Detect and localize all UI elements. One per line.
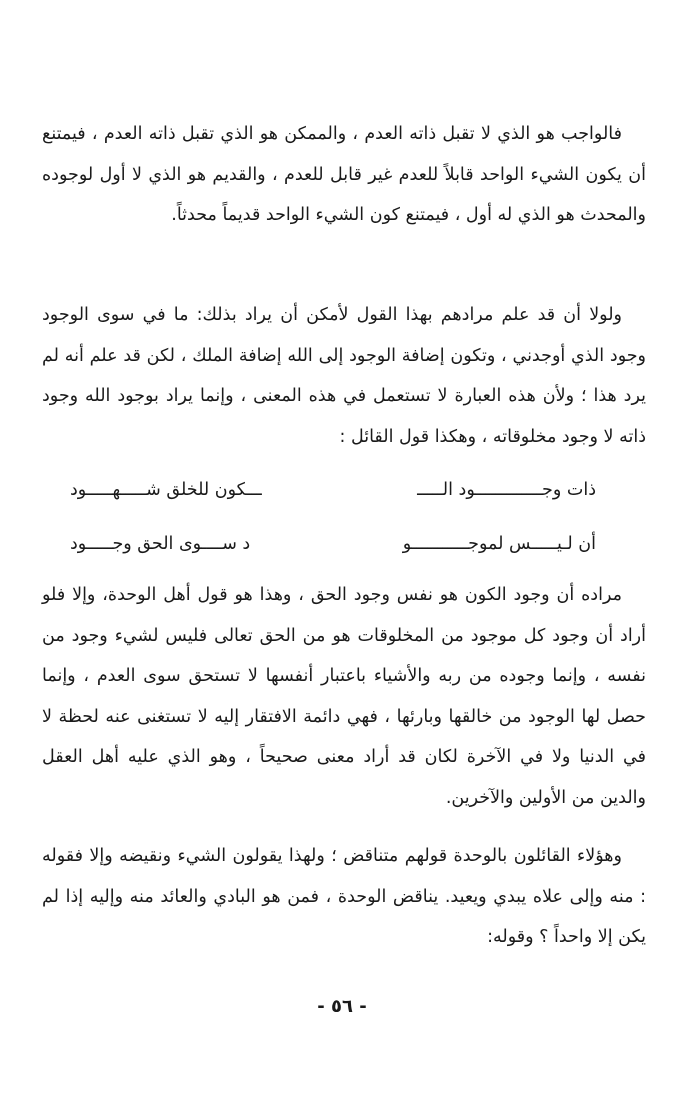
paragraph-2-text: ولولا أن قد علم مرادهم بهذا القول لأمكن أن يراد بذلك: ما في سوى الوجود وجود الذي أوجدني ، وتكون إضافة الوجود إلى الله إضافة الملك ، لكن قد علم أنه لم يرد هذا ؛ ولأن هذه العبارة لا تستعمل في هذه المعنى ، وإنما يراد بوجود الله وجود ذاته لا وجود مخلوقاته ، وهكذا قول القائل : xyxy=(42,305,646,447)
paragraph-1 xyxy=(42,114,646,236)
page-number: - ٥٦ - xyxy=(317,996,367,1017)
verse-line-1-first-hemistich: ذات وجـــــــــــــود الـــــ xyxy=(417,480,596,500)
verse-line-2-second-hemistich: د ســــوى الحق وجـــــود xyxy=(70,534,251,554)
paragraph-3 xyxy=(42,575,646,818)
verse-line-2 xyxy=(70,524,596,564)
paragraph-4 xyxy=(42,836,646,958)
verse-line-1-second-hemistich: ـــكون للخلق شـــــهـــــود xyxy=(70,480,262,500)
paragraph-4-text: وهؤلاء القائلون بالوحدة قولهم متناقض ؛ ولهذا يقولون الشيء ونقيضه وإلا فقوله : منه وإلى علاه يبدي ويعيد. يناقض الوحدة ، فمن هو البادي والعائد منه وإليه إذا لم يكن إلا واحداً ؟ وقوله: xyxy=(42,846,646,947)
paragraph-1-text: فالواجب هو الذي لا تقبل ذاته العدم ، والممكن هو الذي تقبل ذاته العدم ، فيمتنع أن يكون الشيء الواحد قابلاً للعدم غير قابل للعدم ، والقديم هو الذي لا أول لوجوده والمحدث هو الذي له أول ، فيمتنع كون الشيء الواحد قديماً محدثاً. xyxy=(42,124,646,225)
verse-line-1 xyxy=(70,470,596,510)
paragraph-3-text: مراده أن وجود الكون هو نفس وجود الحق ، وهذا هو قول أهل الوحدة، وإلا فلو أراد أن وجود كل موجود من المخلوقات هو من الحق تعالى فليس لشيء وجود من نفسه ، وإنما وجوده من ربه والأشياء باعتبار أنفسها لا تستحق سوى العدم ، وإنما حصل لها الوجود من خالقها وبارئها ، فهي دائمة الافتقار إليه لا تستغنى عنه لحظة لا في الدنيا ولا في الآخرة لكان قد أراد معنى صحيحاً ، وهو الذي عليه أهل العقل والدين من الأولين والآخرين. xyxy=(42,585,646,808)
verse-line-2-first-hemistich: أن لـيـــــس لموجـــــــــــو xyxy=(402,534,596,554)
paragraph-2 xyxy=(42,295,646,457)
